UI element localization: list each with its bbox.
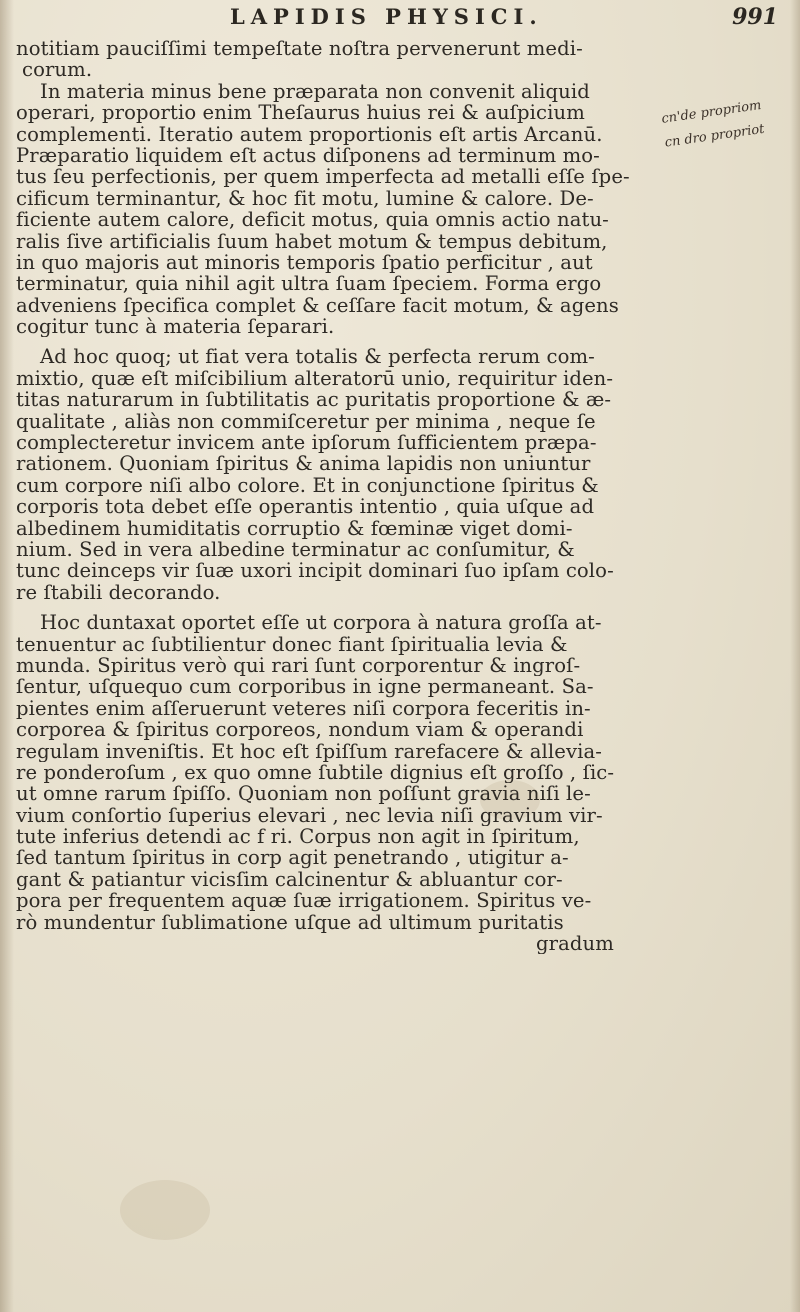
page-edge-shadow-right (790, 0, 800, 1312)
text-line: ralis ſive artificialis ſuum habet motum & tempus debitum, (16, 230, 608, 252)
text-line: munda. Spiritus verò qui rari ſunt corporentur & ingroſ- (16, 654, 581, 677)
body-text (16, 38, 646, 954)
text-line: In materia minus bene præparata non convenit aliquid (40, 80, 590, 103)
text-line: tunc deinceps vir ſuæ uxori incipit dominari ſuo ipſam colo- (16, 560, 614, 582)
text-line: cogitur tunc à materia ſeparari. (16, 316, 335, 338)
foxing-stain (120, 1180, 210, 1240)
text-line: Ad hoc quoq; ut fiat vera totalis & perfecta rerum com- (40, 346, 595, 368)
text-line: re ponderoſum , ex quo omne ſubtile dignius eſt groſſo , ſic- (16, 761, 615, 784)
text-line: ſentur, uſquequo cum corporibus in igne permaneant. Sa- (16, 676, 594, 698)
text-line: Præparatio liquidem eſt actus diſponens ad terminum mo- (16, 144, 600, 167)
text-line: ficiente autem calore, deficit motus, quia omnis actio natu- (16, 209, 609, 231)
marginal-note-line: cn'de propriom (660, 97, 763, 127)
text-line: re ſtabili decorando. (16, 581, 221, 604)
text-line: albedinem humiditatis corruptio & fœminæ viget domi- (16, 517, 573, 539)
page-number: 991 (732, 4, 778, 30)
text-line: Hoc duntaxat oportet eſſe ut corpora à natura groſſa at- (40, 612, 602, 634)
text-line: titas naturarum in ſubtilitatis ac puritatis proportione & æ- (16, 389, 612, 411)
text-line: vium conſortio ſuperius elevari , nec levia niſi gravium vir- (16, 804, 603, 827)
text-line: ſed tantum ſpiritus in corp agit penetrando , utigitur a- (16, 847, 569, 869)
text-line: complecteretur invicem ante ipſorum ſufficientem præpa- (16, 432, 597, 454)
text-line: notitiam pauciſſimi tempeſtate noſtra pervenerunt medi- (16, 38, 583, 60)
text-line: pientes enim aſſeruerunt veteres niſi corpora feceritis in- (16, 697, 591, 720)
text-line: pora per frequentem aquæ ſuæ irrigationem. Spiritus ve- (16, 890, 592, 912)
page-edge-shadow-left (0, 0, 14, 1312)
text-line: nium. Sed in vera albedine terminatur ac conſumitur, & (16, 538, 575, 561)
text-line: complementi. Iteratio autem proportionis eſt artis Arcanū. (16, 123, 603, 145)
running-head: LAPIDIS PHYSICI. (230, 4, 543, 29)
text-line: cum corpore niſi albo colore. Et in conjunctione ſpiritus & (16, 474, 599, 497)
text-line: rationem. Quoniam ſpiritus & anima lapidis non uniuntur (16, 453, 591, 475)
text-line: cificum terminantur, & hoc fit motu, lumine & calore. De- (16, 187, 594, 210)
text-line: rò mundentur ſublimatione uſque ad ultimum puritatis (16, 911, 564, 934)
text-line: corporea & ſpiritus corporeos, nondum viam & operandi (16, 719, 584, 741)
paragraph-gap (16, 603, 646, 612)
text-line: ut omne rarum ſpiſſo. Quoniam non poſſunt gravia niſi le- (16, 783, 591, 805)
text-line: tenuentur ac ſubtilientur donec fiant ſpiritualia levia & (16, 633, 568, 655)
text-line: qualitate , aliàs non commiſceretur per minima , neque ſe (16, 410, 596, 433)
marginal-note (660, 89, 800, 156)
text-line: adveniens ſpecifica complet & ceſſare facit motum, & agens (16, 294, 619, 317)
text-line: corporis tota debet eſſe operantis intentio , quia uſque ad (16, 496, 595, 518)
text-line: mixtio, quæ eſt miſcibilium alteratorū unio, requiritur iden- (16, 367, 614, 390)
text-line: regulam inveniſtis. Et hoc eſt ſpiſſum rarefacere & allevia- (16, 740, 603, 762)
text-line: tus ſeu perfectionis, per quem imperfecta ad metalli eſſe ſpe- (16, 166, 630, 188)
text-line: terminatur, quia nihil agit ultra ſuam ſpeciem. Forma ergo (16, 273, 602, 295)
text-line: tute inferius detendi ac f ri. Corpus non agit in ſpiritum, (16, 826, 580, 848)
paragraph-gap (16, 337, 646, 346)
text-line: in quo majoris aut minoris temporis ſpatio perficitur , aut (16, 251, 593, 274)
marginal-note-line: cn dro propriot (663, 121, 766, 151)
catchword: gradum (536, 933, 614, 955)
text-line: gant & patiantur vicisſim calcinentur & abluantur cor- (16, 868, 563, 891)
text-line: corum. (22, 59, 93, 81)
text-line: operari, proportio enim Theſaurus huius rei & auſpicium (16, 102, 585, 124)
